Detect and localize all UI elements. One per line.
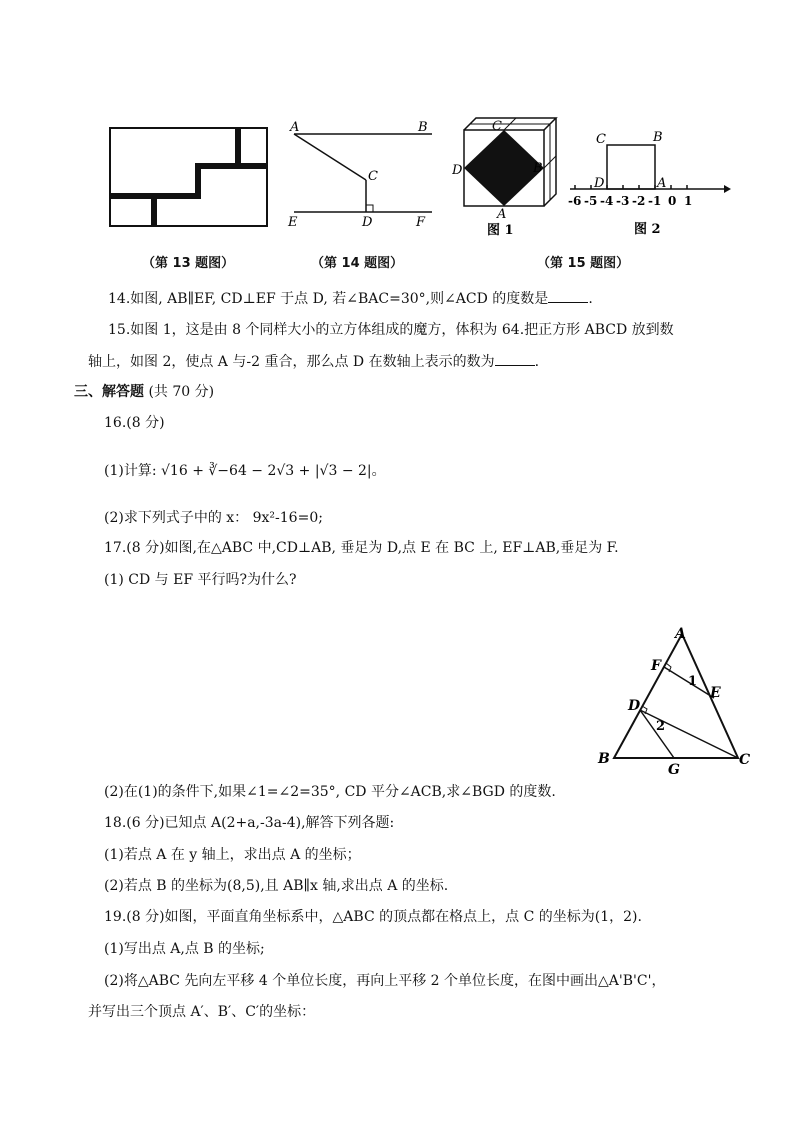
question-16-head: 16.(8 分): [104, 415, 165, 431]
fig14-label-b: B: [418, 120, 428, 135]
figure-13-caption: （第 13 题图）: [142, 256, 235, 271]
section-3-heading: [74, 382, 214, 402]
section-3-score: (共 70 分): [148, 384, 215, 400]
fig15-2-name: 图 2: [634, 222, 661, 237]
fig17-label-d: D: [628, 698, 641, 714]
fig15-2-label-b: B: [653, 130, 663, 145]
answer-blank: [495, 351, 535, 366]
q16-1-expression: √16 + ∛−64 − 2√3 + |√3 − 2|。: [161, 463, 386, 479]
question-19-head: 19.(8 分)如图，平面直角坐标系中，△ABC 的顶点都在格点上，点 C 的坐标为(1，2).: [104, 909, 642, 925]
question-14-text: 14.如图, AB∥EF, CD⊥EF 于点 D, 若∠BAC=30°,则∠ACD 的度数是: [108, 291, 549, 307]
figure-15-2: [566, 125, 731, 241]
question-19-part1: (1)写出点 A,点 B 的坐标;: [104, 941, 265, 957]
figure-17: [594, 620, 754, 779]
fig17-angle-2: 2: [656, 719, 666, 734]
figure-14: [282, 118, 442, 237]
fig15-1-label-d: D: [452, 163, 463, 178]
question-18-head: 18.(6 分)已知点 A(2+a,-3a-4),解答下列各题:: [104, 815, 395, 831]
number-line-tick-label: -1: [648, 194, 662, 208]
fig17-label-f: F: [651, 658, 661, 674]
number-line-tick-label: -6: [568, 194, 582, 208]
fig15-1-label-b: B: [533, 161, 543, 176]
fig15-1-label-c: C: [492, 119, 502, 134]
q16-1-prefix: (1)计算:: [104, 463, 157, 479]
fig14-label-e: E: [288, 215, 298, 230]
fig17-label-c: C: [739, 752, 751, 768]
fig15-1-label-a: A: [497, 207, 507, 222]
fig14-label-a: A: [290, 120, 300, 135]
fig15-1-name: 图 1: [487, 223, 514, 237]
fig15-2-label-a: A: [657, 176, 667, 191]
question-14: 14.如图, AB∥EF, CD⊥EF 于点 D, 若∠BAC=30°,则∠ACD 的度数是 .: [108, 288, 593, 309]
number-line-tick-label: -5: [584, 194, 598, 208]
question-15-line2: 轴上，如图 2，使点 A 与-2 重合，那么点 D 在数轴上表示的数为 .: [88, 351, 539, 372]
fig14-label-f: F: [416, 215, 426, 230]
figure-15-caption: （第 15 题图）: [537, 256, 630, 271]
question-17-part1: (1) CD 与 EF 平行吗?为什么?: [104, 572, 297, 588]
figure-14-caption: （第 14 题图）: [311, 256, 404, 271]
question-18-part2: (2)若点 B 的坐标为(8,5),且 AB∥x 轴,求出点 A 的坐标.: [104, 878, 449, 894]
figure-15-1: [452, 112, 562, 241]
question-19-part2-line1: (2)将△ABC 先向左平移 4 个单位长度，再向上平移 2 个单位长度，在图中画出△A'B'C'，: [104, 973, 666, 989]
question-17-head: 17.(8 分)如图,在△ABC 中,CD⊥AB, 垂足为 D,点 E 在 BC 上, EF⊥AB,垂足为 F.: [104, 540, 619, 556]
number-line-tick-label: -2: [632, 194, 646, 208]
fig15-2-label-d: D: [594, 176, 605, 191]
number-line-tick-label: 0: [668, 194, 677, 208]
fig15-2-label-c: C: [596, 132, 606, 147]
fig14-label-d: D: [362, 215, 373, 230]
question-15-line1: 15.如图 1，这是由 8 个同样大小的立方体组成的魔方，体积为 64.把正方形 ABCD 放到数: [108, 322, 674, 338]
number-line-tick-label: -4: [600, 194, 614, 208]
number-line-tick-label: 1: [684, 194, 693, 208]
figure-13: [108, 126, 270, 232]
fig17-angle-1: 1: [688, 674, 698, 689]
fig17-label-e: E: [710, 685, 721, 701]
fig17-label-a: A: [675, 626, 686, 642]
fig14-label-c: C: [368, 169, 378, 184]
section-3-title: 三、解答题: [74, 384, 144, 400]
question-15-text: 轴上，如图 2，使点 A 与-2 重合，那么点 D 在数轴上表示的数为: [88, 354, 495, 370]
question-18-part1: (1)若点 A 在 y 轴上，求出点 A 的坐标；: [104, 847, 361, 863]
question-16-part1: [104, 461, 386, 481]
number-line-tick-label: -3: [616, 194, 630, 208]
fig17-label-g: G: [668, 762, 680, 775]
question-19-part2-line2: 并写出三个顶点 A′、B′、C′的坐标：: [88, 1004, 316, 1020]
question-16-part2: (2)求下列式子中的 x： 9x²-16=0;: [104, 510, 323, 526]
question-17-part2: (2)在(1)的条件下,如果∠1=∠2=35°, CD 平分∠ACB,求∠BGD 的度数.: [104, 784, 556, 800]
fig17-label-b: B: [598, 751, 610, 767]
answer-blank: [548, 288, 588, 303]
